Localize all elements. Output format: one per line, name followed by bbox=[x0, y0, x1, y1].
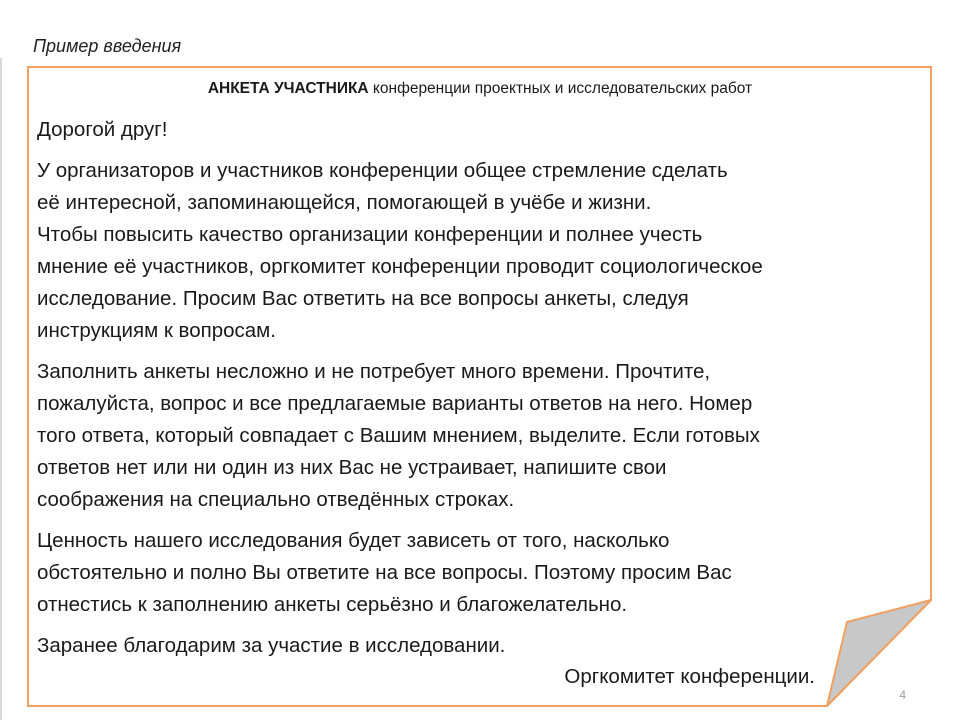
thanks bbox=[37, 630, 917, 662]
paragraph-3 bbox=[37, 525, 917, 621]
questionnaire-title-rest: конференции проектных и исследовательских работ bbox=[368, 80, 753, 97]
signature: Оргкомитет конференции. bbox=[564, 665, 815, 688]
paragraph-line: инструкциям к вопросам. bbox=[37, 319, 276, 342]
questionnaire-body bbox=[37, 114, 917, 671]
paragraph-line: мнение её участников, оргкомитет конференции проводит социологическое bbox=[37, 255, 763, 278]
paragraph-line: отнестись к заполнению анкеты серьёзно и благожелательно. bbox=[37, 593, 628, 616]
paragraph-line: ответов нет или ни один из них Вас не устраивает, напишите свои bbox=[37, 456, 667, 479]
paragraph-2 bbox=[37, 356, 917, 516]
greeting-line: Дорогой друг! bbox=[37, 118, 168, 141]
questionnaire-sheet bbox=[27, 66, 933, 708]
page-number: 4 bbox=[899, 688, 906, 702]
paragraph-line: того ответа, который совпадает с Вашим мнением, выделите. Если готовых bbox=[37, 424, 760, 447]
paragraph-line: исследование. Просим Вас ответить на все вопросы анкеты, следуя bbox=[37, 287, 689, 310]
paragraph-line: пожалуйста, вопрос и все предлагаемые варианты ответов на него. Номер bbox=[37, 392, 753, 415]
paragraph-line: У организаторов и участников конференции общее стремление сделать bbox=[37, 159, 728, 182]
questionnaire-title-bold: АНКЕТА УЧАСТНИКА bbox=[207, 80, 369, 97]
paragraph-line: обстоятельно и полно Вы ответите на все вопросы. Поэтому просим Вас bbox=[37, 561, 732, 584]
slide-left-rule bbox=[0, 58, 2, 720]
questionnaire-title bbox=[27, 80, 933, 98]
paragraph-line: Заполнить анкеты несложно и не потребует много времени. Прочтите, bbox=[37, 360, 711, 383]
paragraph-line: Чтобы повысить качество организации конференции и полнее учесть bbox=[37, 223, 703, 246]
greeting bbox=[37, 114, 917, 146]
slide-caption: Пример введения bbox=[33, 36, 182, 56]
paragraph-line: соображения на специально отведённых строках. bbox=[37, 488, 515, 511]
thanks-line: Заранее благодарим за участие в исследовании. bbox=[37, 634, 506, 657]
paragraph-line: её интересной, запоминающейся, помогающей в учёбе и жизни. bbox=[37, 191, 652, 214]
paragraph-line: Ценность нашего исследования будет зависеть от того, насколько bbox=[37, 529, 670, 552]
paragraph-1 bbox=[37, 155, 917, 347]
